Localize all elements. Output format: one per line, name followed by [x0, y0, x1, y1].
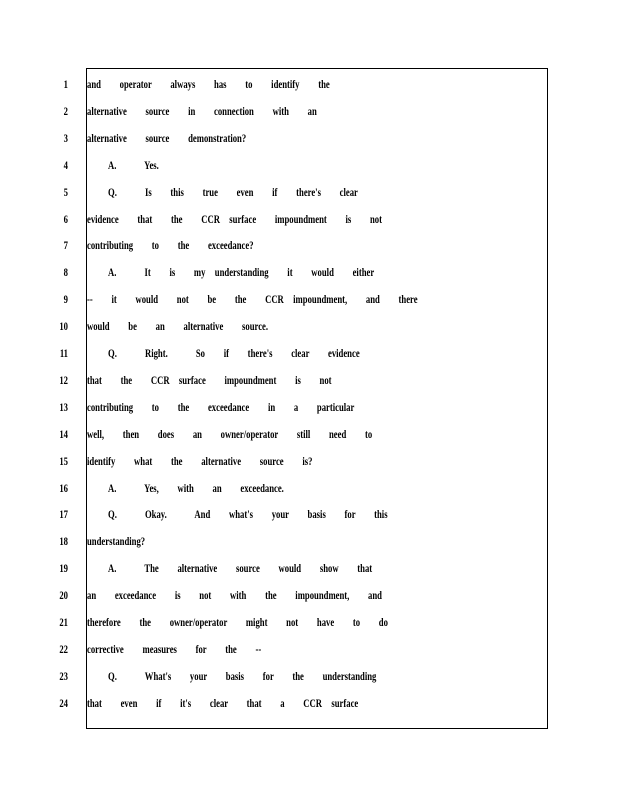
transcript-line [0, 262, 618, 282]
line-text: Q. Right. So if there's clear evidence [108, 346, 360, 360]
transcript-line [0, 101, 618, 121]
line-text: that the CCR surface impoundment is not [87, 372, 332, 387]
line-text: A. Yes, with an exceedance. [108, 480, 284, 495]
line-text: corrective measures for the -- [87, 641, 262, 656]
line-text: A. It is my understanding it would either [108, 265, 375, 280]
line-text: -- it would not be the CCR impoundment, and there [87, 292, 418, 307]
line-text: A. The alternative source would show that [108, 561, 373, 576]
line-text: and operator always has to identify the [87, 77, 330, 91]
transcript-line [0, 74, 618, 94]
line-text: understanding? [87, 534, 146, 549]
transcript-line [0, 478, 618, 498]
line-number: 3 [63, 130, 68, 145]
line-number: 24 [59, 695, 68, 710]
transcript-line [0, 209, 618, 229]
transcript-line [0, 370, 618, 390]
transcript-line [0, 666, 618, 686]
transcript-line [0, 155, 618, 175]
transcript-line [0, 289, 618, 309]
line-number: 16 [59, 480, 68, 495]
line-number: 12 [59, 372, 68, 387]
line-number: 15 [59, 453, 68, 468]
line-text: alternative source in connection with an [87, 103, 317, 118]
line-number: 11 [59, 346, 68, 360]
line-text: well, then does an owner/operator still need to [87, 426, 373, 441]
line-number: 9 [63, 292, 68, 307]
line-number: 6 [63, 211, 68, 226]
line-number: 2 [63, 103, 68, 118]
transcript-line [0, 316, 618, 336]
transcript-line [0, 585, 618, 605]
line-text: contributing to the exceedance in a particular [87, 399, 355, 414]
line-number: 22 [59, 641, 68, 656]
transcript-line [0, 504, 618, 524]
line-number: 7 [63, 238, 68, 253]
line-text: Q. Okay. And what's your basis for this [108, 507, 388, 522]
line-text: A. Yes. [108, 157, 159, 172]
transcript-line [0, 639, 618, 659]
line-number: 19 [59, 561, 68, 576]
line-text: that even if it's clear that a CCR surface [87, 695, 359, 710]
line-text: would be an alternative source. [87, 319, 269, 334]
line-text: Q. What's your basis for the understanding [108, 668, 377, 683]
transcript-line [0, 397, 618, 417]
line-number: 8 [63, 265, 68, 280]
line-number: 1 [63, 77, 68, 91]
line-number: 5 [63, 184, 68, 199]
transcript-line [0, 343, 618, 363]
transcript-line [0, 424, 618, 444]
transcript-line [0, 451, 618, 471]
line-number: 4 [63, 157, 68, 172]
line-text: evidence that the CCR surface impoundment is not [87, 211, 382, 226]
transcript-line [0, 612, 618, 632]
line-text: an exceedance is not with the impoundment, and [87, 588, 382, 603]
transcript-line [0, 558, 618, 578]
line-number: 13 [59, 399, 68, 414]
line-number: 14 [59, 426, 68, 441]
line-number: 10 [59, 319, 68, 334]
line-number: 23 [59, 668, 68, 683]
line-text: therefore the owner/operator might not have to do [87, 615, 388, 629]
line-text: identify what the alternative source is? [87, 453, 313, 468]
transcript-line [0, 182, 618, 202]
line-text: contributing to the exceedance? [87, 238, 254, 253]
line-number: 17 [59, 507, 68, 522]
line-number: 20 [59, 588, 68, 603]
line-number: 18 [59, 534, 68, 549]
line-number: 21 [59, 615, 68, 629]
line-text: Q. Is this true even if there's clear [108, 184, 358, 199]
line-text: alternative source demonstration? [87, 130, 247, 145]
transcript-line [0, 235, 618, 255]
transcript-line [0, 531, 618, 551]
transcript-line [0, 128, 618, 148]
transcript-line [0, 693, 618, 713]
